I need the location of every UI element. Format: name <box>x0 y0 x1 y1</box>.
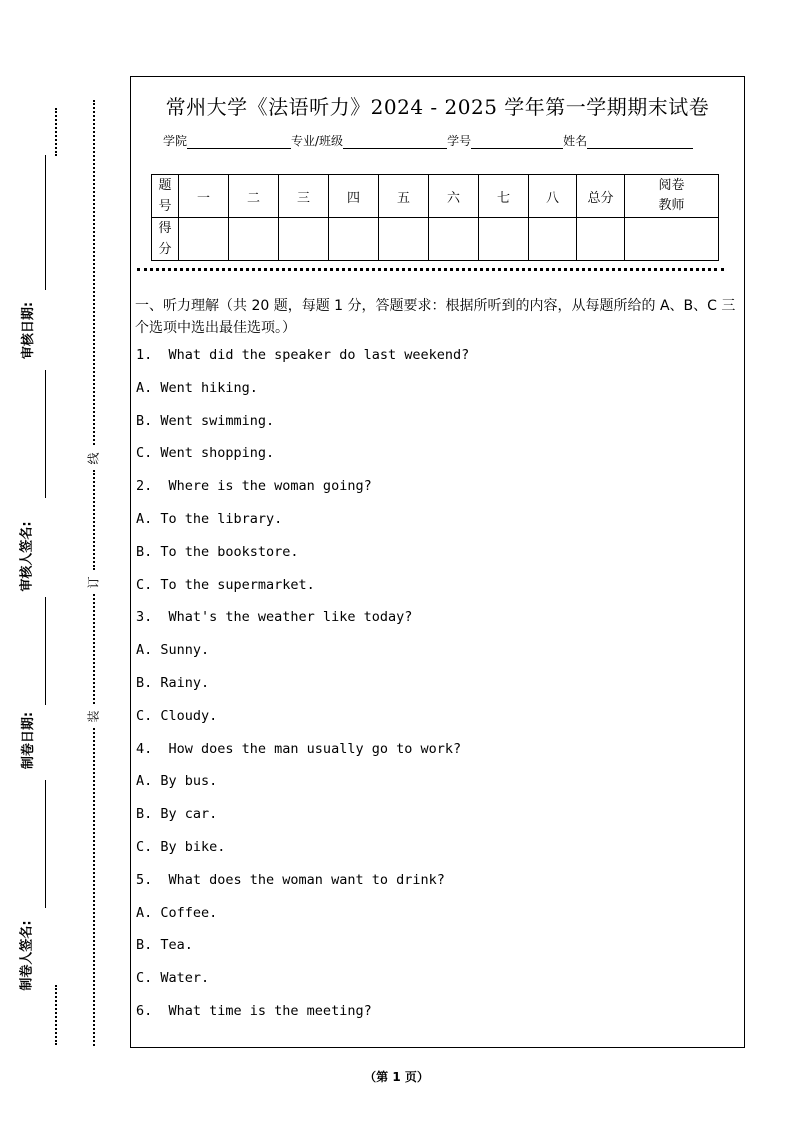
section-heading: 一、听力理解（共 20 题，每题 1 分，答题要求：根据所听到的内容，从每题所给的 A、B、C 三个选项中选出最佳选项。） <box>135 298 736 336</box>
exam-date-label: 制卷日期: <box>21 711 37 770</box>
page-number: （第 1 页） <box>364 1070 429 1084</box>
score-col-header: 七 <box>479 175 529 218</box>
binding-char-order: 订 <box>86 576 101 589</box>
answer-option: A. Coffee. <box>136 904 218 921</box>
answer-option: C. Cloudy. <box>136 707 218 724</box>
score-cell[interactable] <box>379 218 429 261</box>
college-field[interactable] <box>187 136 291 149</box>
answer-option: B. By car. <box>136 806 218 823</box>
exam-title: 常州大学《法语听力》2024 - 2025 学年第一学期期末试卷 <box>165 95 710 119</box>
major-class-label: 专业/班级 <box>291 134 344 148</box>
score-col-header: 一 <box>179 175 229 218</box>
score-cell[interactable] <box>577 218 625 261</box>
signature-line <box>45 155 46 290</box>
signature-line <box>45 597 46 705</box>
name-label: 姓名 <box>563 134 588 148</box>
question-text: 1. What did the speaker do last weekend? <box>136 347 470 363</box>
question-text: 6. What time is the meeting? <box>136 1003 372 1019</box>
score-cell[interactable] <box>329 218 379 261</box>
score-col-header: 三 <box>279 175 329 218</box>
major-class-field[interactable] <box>343 136 447 149</box>
score-cell[interactable] <box>429 218 479 261</box>
question-text: 3. What's the weather like today? <box>136 609 413 626</box>
question-text: 5. What does the woman want to drink? <box>136 871 445 888</box>
score-cell[interactable] <box>279 218 329 261</box>
score-col-header: 八 <box>529 175 577 218</box>
student-info-row <box>163 132 693 149</box>
score-col-header: 六 <box>429 175 479 218</box>
college-label: 学院 <box>163 134 188 148</box>
reviewer-signature-label: 审核人签名: <box>19 521 35 592</box>
question-text: 2. Where is the woman going? <box>136 478 372 495</box>
score-col-header: 二 <box>229 175 279 218</box>
margin-dots <box>55 108 57 156</box>
answer-option: C. Water. <box>136 970 210 987</box>
answer-option: B. Rainy. <box>136 675 210 691</box>
answer-option: C. Went shopping. <box>136 445 275 462</box>
answer-option: B. To the bookstore. <box>136 543 299 560</box>
answer-option: A. By bus. <box>136 773 218 790</box>
exam-maker-signature-label: 制卷人签名: <box>19 920 35 991</box>
score-cell[interactable] <box>529 218 577 261</box>
score-cell[interactable] <box>179 218 229 261</box>
review-date-label: 审核日期: <box>21 301 37 360</box>
score-col-header-grader: 阅卷教师 <box>625 175 719 218</box>
margin-dots <box>55 985 57 1045</box>
student-id-field[interactable] <box>471 136 563 149</box>
binding-dots <box>93 100 95 445</box>
row-label-question-no: 题号 <box>152 175 179 218</box>
student-id-label: 学号 <box>447 134 472 148</box>
score-cell[interactable] <box>479 218 529 261</box>
binding-char-line: 线 <box>86 452 101 465</box>
score-col-header: 四 <box>329 175 379 218</box>
binding-dots <box>93 728 95 1046</box>
name-field[interactable] <box>587 136 693 149</box>
score-cell[interactable] <box>625 218 719 261</box>
binding-char-bind: 装 <box>86 710 101 723</box>
dotted-separator <box>137 268 724 271</box>
answer-option: C. By bike. <box>136 839 226 855</box>
score-col-header: 总分 <box>577 175 625 218</box>
exam-frame <box>130 76 745 1048</box>
signature-line <box>45 780 46 908</box>
answer-option: B. Went swimming. <box>136 412 275 429</box>
row-label-score: 得分 <box>152 218 179 261</box>
binding-dots <box>93 470 95 570</box>
question-text: 4. How does the man usually go to work? <box>136 740 462 757</box>
answer-option: A. Sunny. <box>136 642 210 659</box>
answer-option: C. To the supermarket. <box>136 576 315 593</box>
signature-line <box>45 370 46 498</box>
score-cell[interactable] <box>229 218 279 261</box>
score-table <box>151 174 719 261</box>
score-col-header: 五 <box>379 175 429 218</box>
binding-dots <box>93 594 95 704</box>
answer-option: B. Tea. <box>136 937 193 954</box>
answer-option: A. To the library. <box>136 511 283 527</box>
answer-option: A. Went hiking. <box>136 379 258 396</box>
